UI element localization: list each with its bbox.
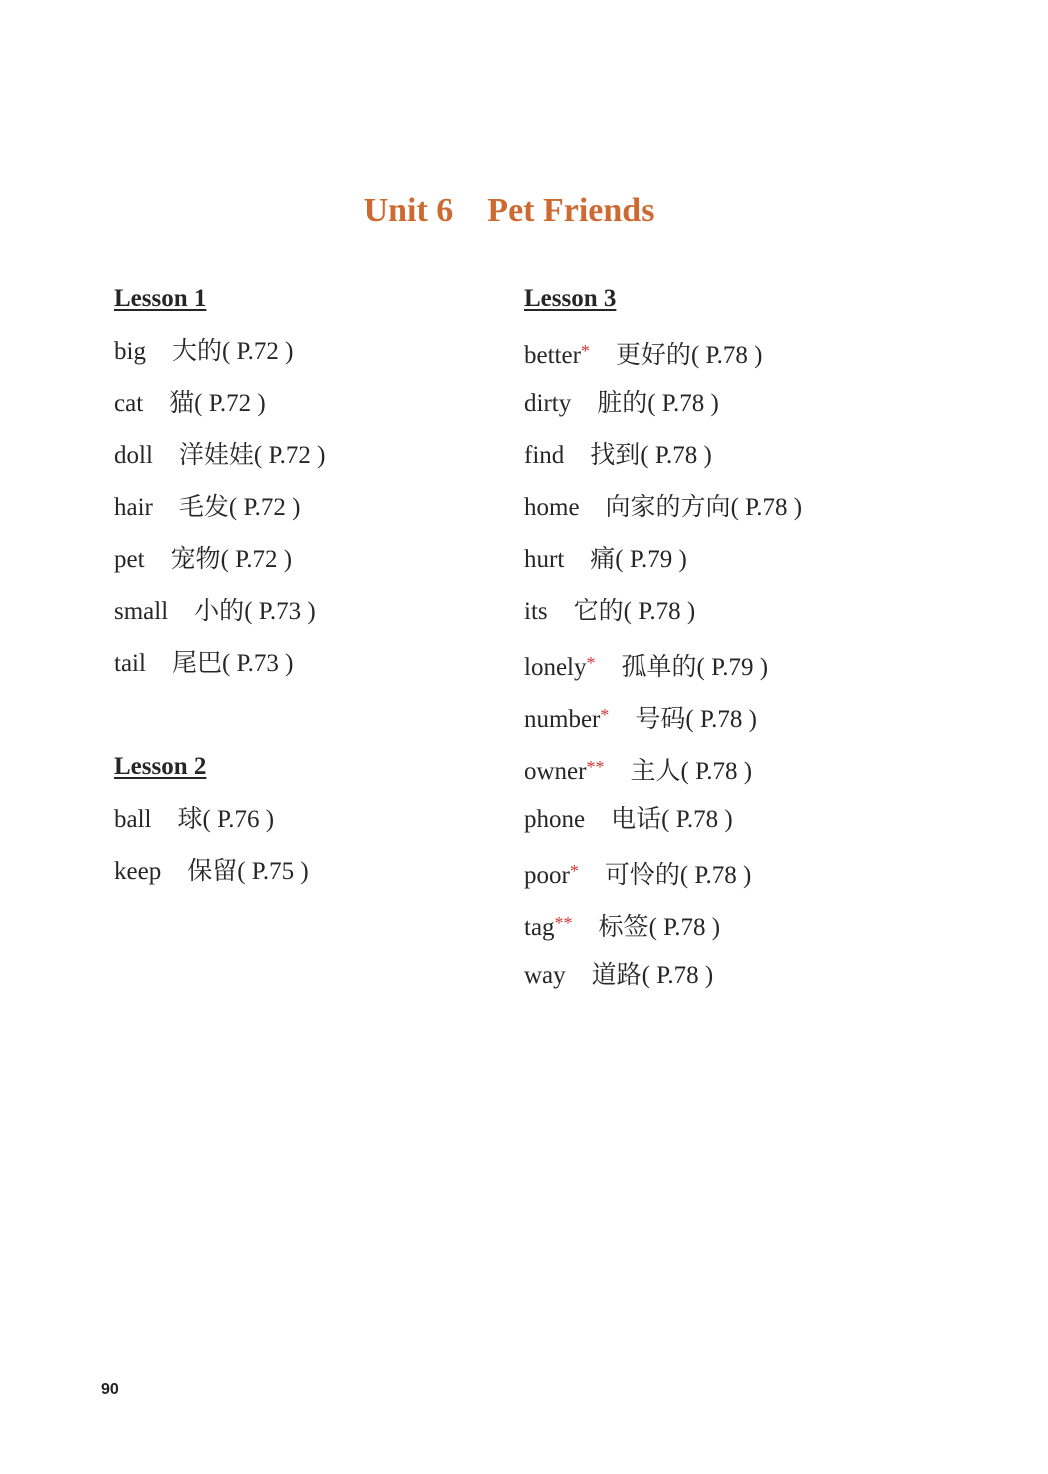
vocab-word: way (524, 962, 566, 989)
difficulty-star-marker: ** (586, 757, 605, 777)
vocab-item (114, 594, 325, 646)
vocab-word: home (524, 494, 580, 521)
vocab-word: number (524, 706, 601, 733)
vocab-word: hurt (524, 546, 565, 573)
vocab-meaning: 找到 (590, 440, 641, 469)
difficulty-star-marker: * (586, 653, 596, 673)
vocab-page-reference: ( P.72 ) (220, 546, 293, 573)
vocab-word: cat (114, 390, 144, 417)
vocab-page-reference: ( P.73 ) (244, 598, 316, 625)
vocab-item (114, 646, 325, 698)
vocab-page-reference: ( P.72 ) (221, 338, 294, 365)
vocab-meaning: 球 (177, 804, 203, 833)
vocab-item (524, 438, 802, 490)
vocab-meaning: 它的 (573, 596, 624, 625)
vocab-page-reference: ( P.78 ) (641, 962, 714, 989)
vocab-meaning: 道路 (591, 960, 642, 989)
vocab-item (114, 386, 325, 438)
vocab-meaning: 标签 (598, 912, 649, 941)
vocab-page-reference: ( P.78 ) (730, 494, 803, 521)
vocab-page-reference: ( P.78 ) (661, 806, 733, 833)
vocab-word: find (524, 442, 565, 469)
vocab-item (114, 802, 325, 854)
vocab-meaning: 小的 (194, 596, 245, 625)
vocab-page-reference: ( P.78 ) (648, 914, 721, 941)
lesson-3-vocab-list (524, 334, 802, 1010)
vocab-item (524, 334, 802, 386)
vocab-meaning: 孤单的 (621, 652, 697, 681)
vocab-meaning: 猫 (169, 388, 195, 417)
vocab-word: owner (524, 758, 587, 785)
vocab-page-reference: ( P.79 ) (615, 546, 687, 573)
vocab-word: doll (114, 442, 153, 469)
vocab-meaning: 向家的方向 (605, 492, 731, 521)
vocab-meaning: 毛发 (178, 492, 229, 521)
vocab-page-reference: ( P.78 ) (690, 342, 763, 369)
vocab-word: big (114, 338, 146, 365)
vocab-page-reference: ( P.73 ) (221, 650, 294, 677)
vocab-item (524, 646, 802, 698)
vocab-page-reference: ( P.78 ) (640, 442, 712, 469)
vocab-word: lonely (524, 654, 587, 681)
lesson-3-heading: Lesson 3 (524, 285, 617, 312)
vocab-item (114, 438, 325, 490)
vocab-page-reference: ( P.72 ) (194, 390, 266, 417)
vocab-meaning: 脏的 (597, 388, 648, 417)
vocab-word: poor (524, 862, 570, 889)
lesson-1-heading: Lesson 1 (114, 285, 207, 312)
vocab-meaning: 尾巴 (171, 648, 222, 677)
vocab-item (524, 906, 802, 958)
vocab-word: ball (114, 806, 152, 833)
vocab-item (524, 542, 802, 594)
difficulty-star-marker: * (600, 705, 610, 725)
vocab-item (524, 854, 802, 906)
vocab-page-reference: ( P.78 ) (623, 598, 696, 625)
vocab-word: dirty (524, 390, 572, 417)
vocab-item (524, 386, 802, 438)
vocab-word: pet (114, 546, 145, 573)
vocab-meaning: 保留 (187, 856, 238, 885)
vocab-page-reference: ( P.76 ) (202, 806, 275, 833)
left-column (114, 282, 325, 906)
vocab-meaning: 宠物 (170, 544, 221, 573)
vocab-meaning: 号码 (635, 704, 686, 733)
unit-title: Unit 6 Pet Friends (363, 192, 655, 229)
vocab-item (524, 490, 802, 542)
vocab-item (524, 750, 802, 802)
page-number: 90 (101, 1381, 119, 1398)
vocab-meaning: 可怜的 (604, 860, 680, 889)
vocab-item (114, 490, 325, 542)
vocab-word: tag (524, 914, 555, 941)
lesson-2-heading: Lesson 2 (114, 753, 207, 780)
lesson-2-vocab-list (114, 802, 325, 906)
vocab-word: tail (114, 650, 146, 677)
vocab-meaning: 痛 (590, 544, 616, 573)
vocab-word: hair (114, 494, 153, 521)
difficulty-star-marker: * (569, 861, 579, 881)
vocab-item (114, 542, 325, 594)
vocab-page-reference: ( P.79 ) (696, 654, 769, 681)
vocab-meaning: 主人 (630, 756, 681, 785)
vocab-page-reference: ( P.72 ) (253, 442, 326, 469)
vocab-page-reference: ( P.78 ) (680, 758, 753, 785)
difficulty-star-marker: ** (554, 913, 573, 933)
right-column (524, 282, 802, 1010)
lesson-spacer (114, 698, 325, 750)
vocab-page-reference: ( P.75 ) (237, 858, 309, 885)
difficulty-star-marker: * (580, 341, 590, 361)
vocab-word: its (524, 598, 548, 625)
vocab-item (524, 698, 802, 750)
vocab-meaning: 更好的 (615, 340, 691, 369)
vocab-page-reference: ( P.78 ) (647, 390, 719, 417)
lesson-1-vocab-list (114, 334, 325, 698)
vocab-word: phone (524, 806, 586, 833)
vocab-item (114, 854, 325, 906)
vocab-word: better (524, 342, 581, 369)
vocab-item (524, 594, 802, 646)
vocab-meaning: 大的 (171, 336, 222, 365)
vocab-meaning: 电话 (611, 804, 662, 833)
vocab-page-reference: ( P.78 ) (685, 706, 757, 733)
vocab-meaning: 洋娃娃 (178, 440, 254, 469)
vocab-word: small (114, 598, 169, 625)
vocab-item (114, 334, 325, 386)
vocab-word: keep (114, 858, 162, 885)
vocab-item (524, 802, 802, 854)
vocab-item (524, 958, 802, 1010)
vocab-page-reference: ( P.72 ) (228, 494, 301, 521)
vocab-page-reference: ( P.78 ) (679, 862, 752, 889)
